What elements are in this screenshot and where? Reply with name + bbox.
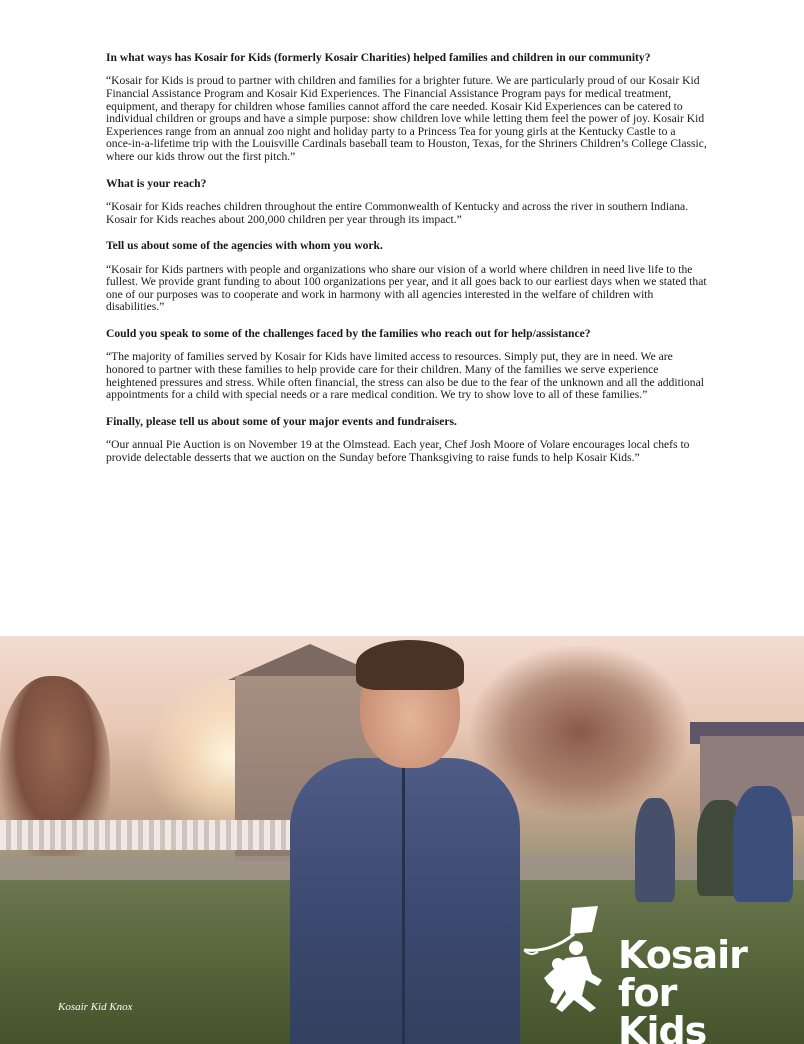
answer-3 xyxy=(106,264,712,314)
answer-1 xyxy=(106,75,712,163)
kosair-kid-photo xyxy=(0,636,804,1044)
boy-fleece-sweater xyxy=(290,758,520,1044)
answer-5 xyxy=(106,439,712,464)
answer-4-paragraph: “The majority of families served by Kosair for Kids have limited access to resources. Simply put, they are in need. We are honored to partner with these families to help provide care for their children. Many of the families we serve experience heightened pressures and stress. While often financial, the stress can also be due to the fear of the unknown and all the additional appointments for a child with special needs or a rare medical condition. We try to show love to all of these families.” xyxy=(106,350,704,402)
answer-1-paragraph-b: once-in-a-lifetime trip with the Louisville Cardinals baseball team to Houston, Texas, for the Shriners Children’s College Classic, where our kids throw out the first pitch.” xyxy=(106,137,707,163)
background-adult-figure xyxy=(733,786,793,902)
boy-zipper xyxy=(402,766,405,1044)
white-picket-fence xyxy=(0,820,290,850)
answer-3-paragraph: “Kosair for Kids partners with people and organizations who share our vision of a world where children in need live life to the fullest. We provide grant funding to about 100 organizations per year, and it all goes back to our earliest days when we stated that one of our purposes was to cooperate and work in harmony with all agencies interested in the welfare of children with disabilities.” xyxy=(106,262,707,314)
answer-5-paragraph: “Our annual Pie Auction is on November 19 at the Olmstead. Each year, Chef Josh Moore of Volare encourages local chefs to provide delectable desserts that we auction on the Sunday before Thanksgiving to raise funds to help Kosair Kids.” xyxy=(106,438,690,464)
photo-caption: Kosair Kid Knox xyxy=(58,1001,133,1013)
kosair-for-kids-logo xyxy=(520,904,770,1044)
answer-1-paragraph-a: “Kosair for Kids is proud to partner with children and families for a brighter future. We are particularly proud of our Kosair Kid Financial Assistance Program and Kosair Kid Experiences. The Financial Assistance Program pays for medical treatment, equipment, and therapy for children whose families cannot afford the care needed. Kosair Kid Experiences can be catered to individual children or groups and have a simple purpose: show children love while letting them feel the power of joy. Kosair Kid Experiences range from an annual zoo night and holiday party to a Princess Tea for young girls at the Kentucky Castle to a xyxy=(106,74,705,138)
background-family xyxy=(625,786,800,904)
answer-2 xyxy=(106,201,712,226)
question-4: Could you speak to some of the challenges faced by the families who reach out for help/assistance? xyxy=(106,326,591,340)
question-1: In what ways has Kosair for Kids (formerly Kosair Charities) helped families and children in our community? xyxy=(106,51,651,64)
background-child-figure xyxy=(635,798,675,902)
article-body xyxy=(106,51,712,477)
boy-hair xyxy=(356,640,464,690)
question-2: What is your reach? xyxy=(106,176,207,190)
answer-2-paragraph: “Kosair for Kids reaches children throughout the entire Commonwealth of Kentucky and across the river in southern Indiana. Kosair for Kids reaches about 200,000 children per year through its impact.” xyxy=(106,199,689,226)
question-3: Tell us about some of the agencies with whom you work. xyxy=(106,239,383,253)
kite-kid-icon xyxy=(520,904,620,1014)
logo-wordmark xyxy=(618,933,770,1044)
logo-line-1: Kosair xyxy=(618,933,747,977)
question-5: Finally, please tell us about some of your major events and fundraisers. xyxy=(106,414,457,428)
logo-line-2: for Kids xyxy=(618,971,707,1044)
answer-4 xyxy=(106,351,712,401)
boy-figure xyxy=(290,640,520,1044)
